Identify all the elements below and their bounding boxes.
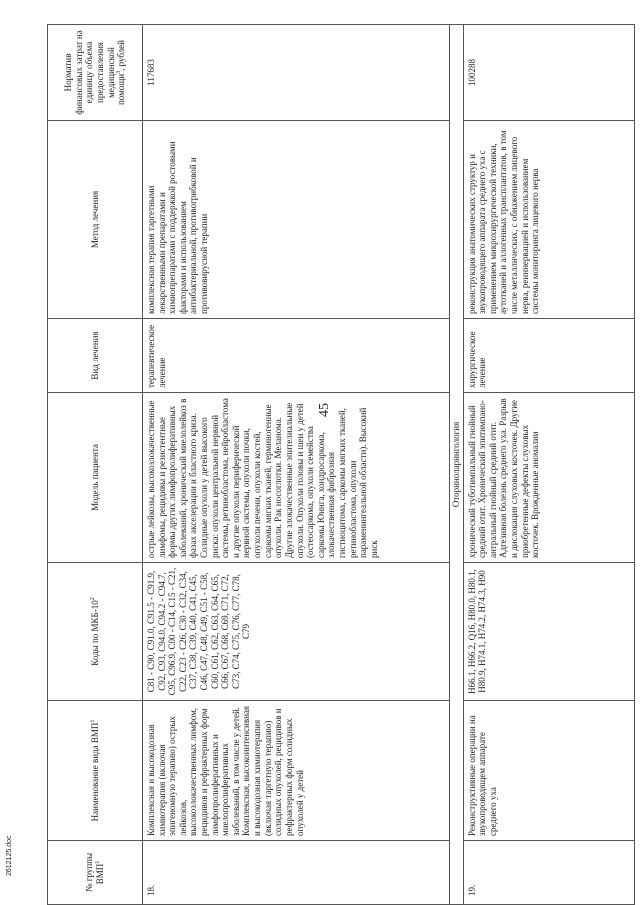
header-treatment-method: Метод лечения [48, 121, 143, 319]
vmp-table-container [47, 25, 635, 905]
mkb-codes-cell: H66.1, H66.2, Q16, H80.0, H80.1, H80.9, H74.1, H74.2, H74.3, H90 [463, 563, 634, 701]
norm-cell: 100288 [463, 25, 634, 121]
patient-model-cell: острые лейкозы, высокозлокачественные лимфомы, рецидивы и резистентные формы других лимфопролиферативных заболеваний, хронический миелолейкоз в фазах акселерации и бластного криза. Солидные опухоли у детей высокого риска: опухоли центральной нервной системы, ретинобластома, нейробластома и другие опухоли периферической нервной системы, опухоли почки, опухоли печени, опухоли костей, саркомы мягких тканей, герминогенные опухоли. Рак носоглотки. Меланома. Другие злокачественные эпителиальные опухоли. Опухоли головы и шеи у детей (остеосаркома, опухоли семейства саркомы Юинга, хондросаркома, злокачественная фиброзная гистиоцитома, саркомы мягких тканей, ретинобластома, опухоли параменингеальной области). Высокий риск [143, 393, 450, 563]
table-row [463, 25, 634, 905]
row-number: 18. [143, 841, 450, 905]
section-row [450, 25, 464, 905]
vmp-table [47, 24, 635, 905]
treatment-method-cell: реконструкция анатомических структур и звукопроводящего аппарата среднего уха с применением микрохирургической техники, аутотканей и аллогенных трансплантатов, в том числе металлических, с обнажением лицевого нерва, реиннервацией и использованием системы мониторинга лицевого нерва [463, 121, 634, 319]
vmp-name-cell: Реконструктивные операции на звукопроводящем аппарате среднего уха [463, 701, 634, 841]
row-number: 19. [463, 841, 634, 905]
norm-cell: 117683 [143, 25, 450, 121]
header-group-no: № группы ВМП$^1$ [48, 841, 143, 905]
treatment-method-cell: комплексная терапия таргетными лекарственными препаратами и химиопрепаратами с поддержкой ростовыми факторами и использованием антибактериальной, противогрибковой и противовирусной терапии [143, 121, 450, 319]
mkb-codes-cell: C81 - C90, C91.0, C91.5 - C91.9, C92, C93, C94.0, C94.2 - C94.7, C95, C96.9, C00 - C14, C15 - C21, C22, C23 - C26, C30 - C32, C34, C37, C38, C39, C40, C41, C45, C46, C47, C48, C49, C51 - C58, C60, C61, C62, C63, C64, C65, C66, C67, C68, C69, C71, C72, C73, C74, C75, C76, C77, C78, C79 [143, 563, 450, 701]
treatment-kind-cell: терапевтическое лечение [143, 319, 450, 393]
header-norm: Норматив финансовых затрат на единицу объема предоставления медицинской помощи$^3$, рублей [48, 25, 143, 121]
footer-filename: 2612125.doc [6, 835, 13, 876]
table-row [143, 25, 450, 905]
header-patient-model: Модель пациента [48, 393, 143, 563]
header-vmp-name: Наименование вида ВМП$^1$ [48, 701, 143, 841]
header-treatment-kind: Вид лечения [48, 319, 143, 393]
patient-model-cell: хронический туботимпальный гнойный средний отит. Хронический эпитимпано-антральный гнойный средний отит. Адгезивная болезнь среднего уха. Разрыв и дислокация слуховых косточек. Другие приобретенные дефекты слуховых косточек. Врожденные аномалии [463, 393, 634, 563]
section-title: Оториноларингология [450, 25, 464, 905]
treatment-kind-cell: хирургическое лечение [463, 319, 634, 393]
page-number: 45 [317, 403, 332, 417]
header-mkb-codes: Коды по МКБ-$10^2$ [48, 563, 143, 701]
table-header-row [48, 25, 143, 905]
vmp-name-cell: Комплексная и высокодозная химиотерапия (включая эпигеномную терапию) острых лейкозов, высокозлокачественных лимфом, рецидивов и рефрактерных форм лимфопролиферативных и миелопролиферативных заболеваний, в том числе у детей. Комплексная, высокоинтенсивная и высокодозная химиотерапия (включая таргетную терапию) солидных опухолей, рецидивов и рефрактерных форм солидных опухолей у детей [143, 701, 450, 841]
